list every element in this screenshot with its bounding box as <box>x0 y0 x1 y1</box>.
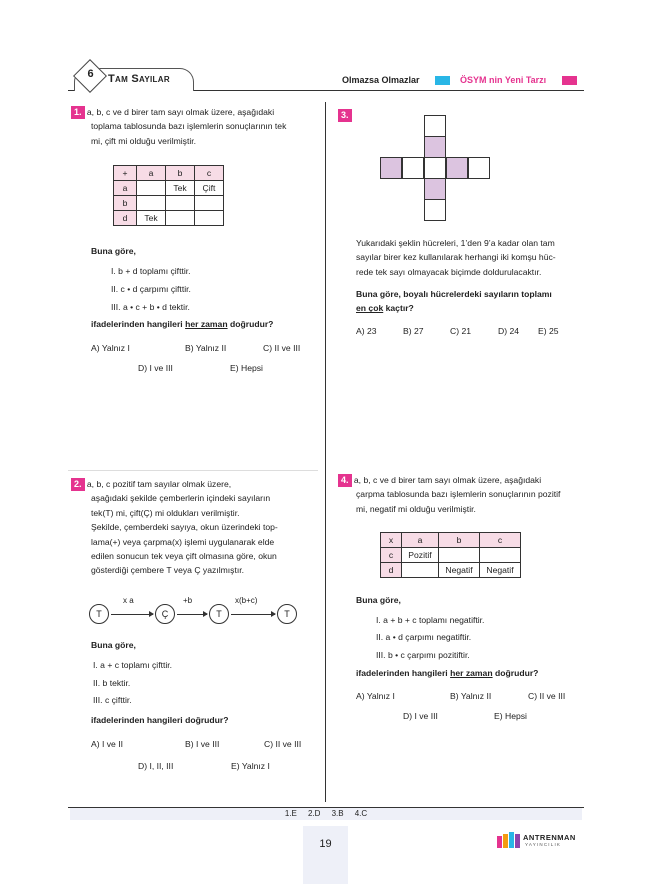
q1-addition-table: + a b c a Tek Çift b d Tek <box>113 165 224 226</box>
q4-multiplication-table: x a b c c Pozitif d Negatif Negatif <box>380 532 521 578</box>
q2-question: ifadelerinden hangileri doğrudur? <box>91 715 229 725</box>
q3-option-a[interactable]: A) 23 <box>356 326 377 336</box>
q1-buna-gore: Buna göre, <box>91 246 136 256</box>
page-number-box <box>303 826 348 884</box>
q4-option-b[interactable]: B) Yalnız II <box>450 691 492 701</box>
grid-cell-shaded <box>380 157 402 179</box>
q1-option-c[interactable]: C) II ve III <box>263 343 301 353</box>
q4-statement-2: II. a • d çarpımı negatiftir. <box>376 632 472 642</box>
grid-cell-shaded <box>424 136 446 158</box>
circle-node: Ç <box>155 604 175 624</box>
brand-sub: YAYINCILIK <box>525 842 562 847</box>
q2-statement-1: I. a + c toplamı çifttir. <box>93 660 173 670</box>
arrow <box>111 614 153 615</box>
q4-option-c[interactable]: C) II ve III <box>528 691 566 701</box>
row-divider-left <box>68 470 318 471</box>
page-header <box>68 62 584 92</box>
op-label: x a <box>123 596 134 605</box>
q1-statement-1: I. b + d toplamı çifttir. <box>111 266 191 276</box>
question-4 <box>338 473 583 721</box>
q4-option-e[interactable]: E) Hepsi <box>494 711 527 721</box>
q4-number: 4. <box>338 474 352 487</box>
grid-cell <box>424 115 446 137</box>
series-label-2: ÖSYM nin Yeni Tarzı <box>460 75 547 85</box>
q1-option-b[interactable]: B) Yalnız II <box>185 343 227 353</box>
q2-option-c[interactable]: C) II ve III <box>264 739 302 749</box>
q2-statement-3: III. c çifttir. <box>93 695 132 705</box>
question-2 <box>71 477 321 771</box>
circle-node: T <box>209 604 229 624</box>
q1-option-a[interactable]: A) Yalnız I <box>91 343 130 353</box>
q2-option-a[interactable]: A) I ve II <box>91 739 123 749</box>
q2-option-d[interactable]: D) I, II, III <box>138 761 174 771</box>
grid-cell-shaded <box>446 157 468 179</box>
brand-logo <box>497 829 587 853</box>
page-number: 19 <box>319 838 332 850</box>
circle-node: T <box>89 604 109 624</box>
q3-option-c[interactable]: C) 21 <box>450 326 472 336</box>
q1-option-d[interactable]: D) I ve III <box>138 363 173 373</box>
series-color-cyan <box>435 76 450 85</box>
brand-name: ANTRENMAN <box>523 833 576 842</box>
section-title: Tam Sayılar <box>108 73 170 85</box>
q1-statement-3: III. a • c + b • d tektir. <box>111 302 190 312</box>
q2-parity-diagram <box>89 596 304 630</box>
q4-question: ifadelerinden hangileri her zaman doğrudur? <box>356 668 539 678</box>
q1-question: ifadelerinden hangileri her zaman doğrudur? <box>91 319 274 329</box>
q4-statement-3: III. b • c çarpımı pozitiftir. <box>376 650 470 660</box>
grid-cell-shaded <box>424 178 446 200</box>
q2-option-b[interactable]: B) I ve III <box>185 739 220 749</box>
q4-buna-gore: Buna göre, <box>356 595 401 605</box>
q3-number: 3. <box>338 109 352 122</box>
q2-statement-2: II. b tektir. <box>93 678 131 688</box>
q4-statement-1: I. a + b + c toplamı negatiftir. <box>376 615 485 625</box>
series-label-1: Olmazsa Olmazlar <box>342 75 420 85</box>
grid-cell <box>424 199 446 221</box>
q3-question: Buna göre, boyalı hücrelerdeki sayıların toplamı en çok kaçtır? <box>356 289 552 314</box>
question-1 <box>71 105 321 373</box>
q4-option-a[interactable]: A) Yalnız I <box>356 691 395 701</box>
q3-intro: Yukarıdaki şeklin hücreleri, 1’den 9’a kadar olan tam sayılar birer kez kullanılarak herhangi iki komşu hüc- rede tek sayı olmayacak biçimde doldurulacaktır. <box>356 238 556 277</box>
q3-option-d[interactable]: D) 24 <box>498 326 520 336</box>
q2-number: 2. <box>71 478 85 491</box>
question-3 <box>338 105 583 336</box>
series-color-magenta <box>562 76 577 85</box>
arrow <box>177 614 207 615</box>
q1-option-e[interactable]: E) Hepsi <box>230 363 263 373</box>
grid-cell <box>468 157 490 179</box>
grid-cell <box>402 157 424 179</box>
q1-intro: 1. a, b, c ve d birer tam sayı olmak üzere, aşağıdaki toplama tablosunda bazı işlemlerin sonuçlarının tek mi, çift mi olduğu verilmiştir. <box>71 105 321 148</box>
op-label: +b <box>183 596 193 605</box>
q2-option-e[interactable]: E) Yalnız I <box>231 761 270 771</box>
answer-key: 1.E 2.D 3.B 4.C <box>70 808 582 820</box>
logo-icon <box>497 832 521 850</box>
column-divider <box>325 102 326 802</box>
q1-statement-2: II. c • d çarpımı çifttir. <box>111 284 191 294</box>
q2-intro: 2. a, b, c pozitif tam sayılar olmak üzere, aşağıdaki şekilde çemberlerin içindeki sayıların tek(T) mi, çift(Ç) mi oldukları verilmiştir. Şekilde, çemberdeki sayıya, okun üzerindeki top- lama(+) veya çarpma(x) işlemi uygulanarak elde edilen sonucun tek veya çift olmasına göre, okun gösterdiği çembere T veya Ç yazılmıştır. <box>71 477 321 578</box>
arrow <box>231 614 275 615</box>
q3-option-e[interactable]: E) 25 <box>538 326 559 336</box>
q3-option-b[interactable]: B) 27 <box>403 326 424 336</box>
q2-buna-gore: Buna göre, <box>91 640 136 650</box>
op-label: x(b+c) <box>235 596 258 605</box>
page-badge-number: 6 <box>87 68 94 80</box>
q1-number: 1. <box>71 106 85 119</box>
q4-intro: 4. a, b, c ve d birer tam sayı olmak üzere, aşağıdaki çarpma tablosunda bazı işlemlerin sonuçlarının pozitif mi, negatif mi olduğu verilmiştir. <box>338 473 583 516</box>
circle-node: T <box>277 604 297 624</box>
q3-cross-grid <box>380 115 490 225</box>
q4-option-d[interactable]: D) I ve III <box>403 711 438 721</box>
grid-cell <box>424 157 446 179</box>
